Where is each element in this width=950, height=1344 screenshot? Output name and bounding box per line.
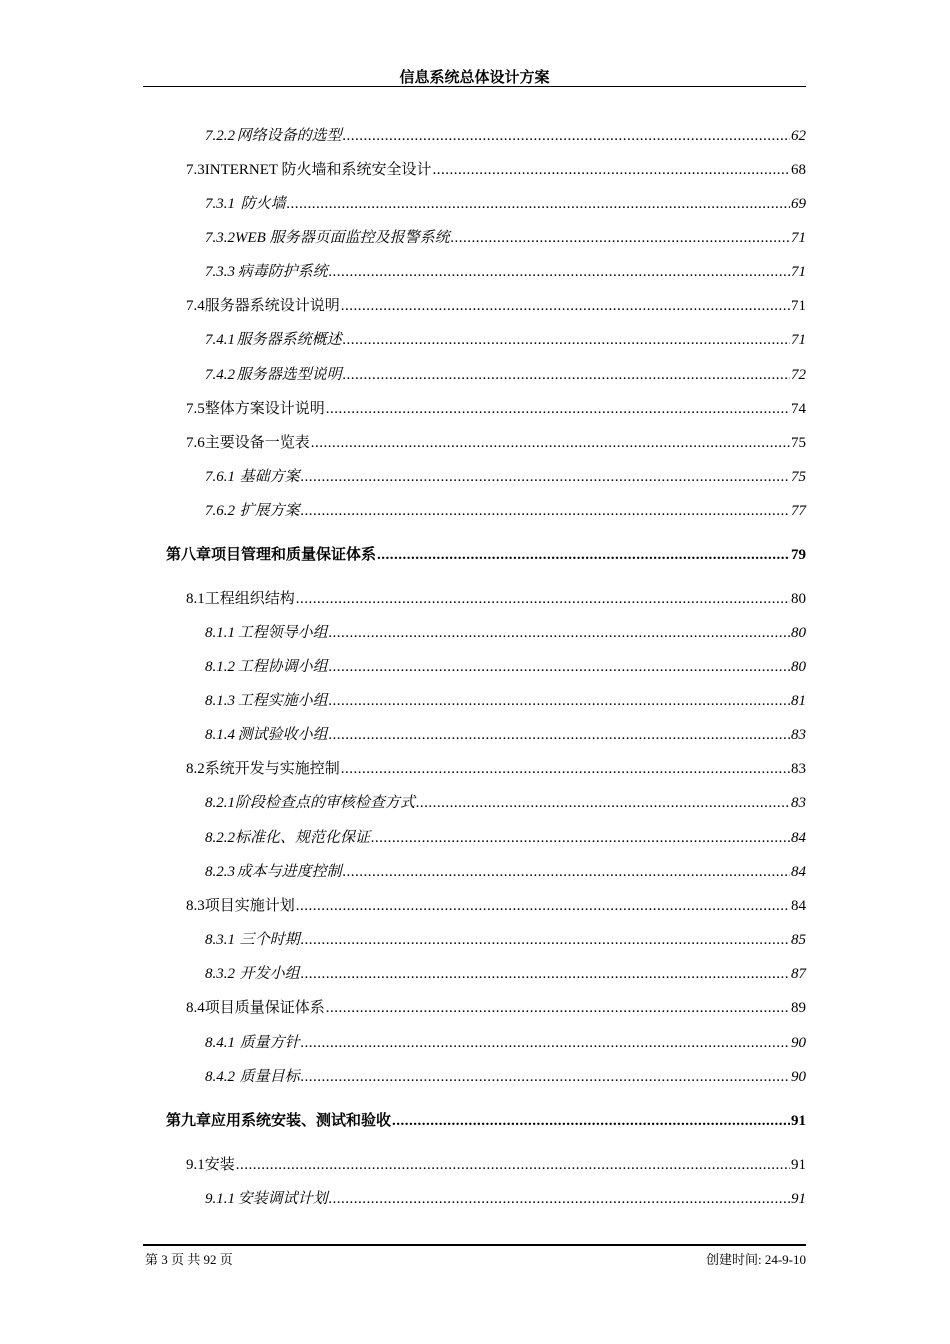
toc-page-number: 71 (791, 230, 806, 246)
toc-title: 系统开发与实施控制 (204, 761, 340, 777)
toc-entry[interactable] (205, 228, 806, 248)
toc-entry[interactable] (205, 930, 806, 950)
page-indicator: 第 3 页 共 92 页 (145, 1252, 233, 1267)
toc-title: 工程实施小组 (237, 693, 328, 709)
toc-page-number: 87 (791, 966, 806, 982)
toc-number: 8.4 (186, 1000, 205, 1016)
toc-page-number: 80 (791, 591, 806, 607)
toc-number: 7.5 (186, 401, 205, 417)
dot-leader (326, 998, 790, 1018)
creation-date: 创建时间: 24-9-10 (705, 1252, 806, 1267)
toc-page-number: 84 (791, 898, 806, 914)
toc-page-number: 90 (791, 1069, 806, 1085)
toc-number: 9.1.1 (205, 1191, 235, 1207)
dot-leader (301, 1067, 790, 1087)
dot-leader (371, 828, 790, 848)
toc-number: 7.3.3 (205, 264, 235, 280)
toc-title: 测试验收小组 (237, 727, 328, 743)
dot-leader (329, 1189, 790, 1209)
toc-title: 项目实施计划 (204, 898, 295, 914)
toc-title: 基础方案 (239, 469, 300, 485)
toc-title: 安装 (204, 1157, 235, 1173)
toc-title: 防火墙 (240, 196, 286, 212)
dot-leader (236, 1155, 790, 1175)
toc-page-number: 91 (791, 1113, 806, 1129)
toc-number: 7.6 (186, 435, 205, 451)
toc-title: 质量方针 (239, 1035, 300, 1051)
toc-title: 服务器系统概述 (236, 332, 342, 348)
dot-leader (301, 467, 790, 487)
toc-entry[interactable] (186, 589, 806, 609)
toc-page-number: 80 (791, 625, 806, 641)
toc-number: 8.2.2 (205, 830, 235, 846)
toc-entry[interactable] (205, 126, 806, 146)
dot-leader (296, 896, 790, 916)
toc-page-number: 71 (791, 332, 806, 348)
toc-page-number: 90 (791, 1035, 806, 1051)
toc-entry[interactable] (205, 1033, 806, 1053)
toc-entry[interactable] (186, 160, 806, 180)
toc-page-number: 91 (791, 1191, 806, 1207)
toc-page-number: 62 (791, 128, 806, 144)
toc-title: 阶段检查点的审核检查方式 (235, 795, 416, 811)
dot-leader (392, 1111, 790, 1131)
toc-title: 安装调试计划 (237, 1191, 328, 1207)
toc-chapter-number: 第八章 (166, 547, 212, 563)
toc-entry[interactable] (205, 623, 806, 643)
toc-entry[interactable] (186, 759, 806, 779)
toc-number: 8.1.4 (205, 727, 235, 743)
dot-leader (329, 623, 790, 643)
toc-chapter-title: 应用系统安装、测试和验收 (211, 1113, 392, 1129)
dot-leader (287, 194, 790, 214)
toc-chapter-number: 第九章 (166, 1113, 212, 1129)
toc-page-number: 83 (791, 727, 806, 743)
toc-page-number: 71 (791, 264, 806, 280)
toc-title: WEB 服务器页面监控及报警系统 (235, 230, 450, 246)
dot-leader (343, 330, 790, 350)
dot-leader (301, 964, 790, 984)
toc-entry[interactable] (186, 399, 806, 419)
dot-leader (341, 296, 790, 316)
toc-entry[interactable] (205, 691, 806, 711)
toc-page-number: 84 (791, 830, 806, 846)
toc-page-number: 77 (791, 503, 806, 519)
toc-chapter-entry[interactable] (166, 1111, 806, 1131)
toc-page-number: 80 (791, 659, 806, 675)
toc-entry[interactable] (186, 296, 806, 316)
toc-title: 工程协调小组 (237, 659, 328, 675)
toc-title: 工程领导小组 (237, 625, 328, 641)
toc-number: 7.3 (186, 162, 205, 178)
toc-number: 8.1.1 (205, 625, 235, 641)
footer-divider (143, 1244, 806, 1246)
toc-page-number: 75 (791, 469, 806, 485)
toc-number: 7.6.1 (205, 469, 235, 485)
dot-leader (301, 501, 790, 521)
toc-page-number: 68 (791, 162, 806, 178)
toc-entry[interactable] (205, 862, 806, 882)
toc-title: 病毒防护系统 (237, 264, 328, 280)
toc-entry[interactable] (205, 467, 806, 487)
toc-entry[interactable] (205, 194, 806, 214)
dot-leader (377, 545, 790, 565)
toc-entry[interactable] (186, 1155, 806, 1175)
toc-entry[interactable] (186, 433, 806, 453)
toc-number: 8.4.1 (205, 1035, 235, 1051)
toc-number: 8.3.2 (205, 966, 235, 982)
dot-leader (343, 126, 790, 146)
document-header-title: 信息系统总体设计方案 (399, 69, 550, 86)
toc-entry[interactable] (205, 964, 806, 984)
toc-title: 主要设备一览表 (204, 435, 310, 451)
toc-number: 8.1.3 (205, 693, 235, 709)
dot-leader (301, 930, 790, 950)
toc-page-number: 85 (791, 932, 806, 948)
toc-title: 扩展方案 (239, 503, 300, 519)
toc-entry[interactable] (205, 828, 806, 848)
toc-title: 开发小组 (239, 966, 300, 982)
toc-entry[interactable] (205, 330, 806, 350)
toc-title: 网络设备的选型 (236, 128, 342, 144)
dot-leader (301, 1033, 790, 1053)
toc-number: 8.1 (186, 591, 205, 607)
dot-leader (343, 365, 790, 385)
toc-entry[interactable] (205, 262, 806, 282)
toc-entry[interactable] (186, 998, 806, 1018)
toc-title: 质量目标 (239, 1069, 300, 1085)
toc-page-number: 72 (791, 367, 806, 383)
toc-number: 7.3.2 (205, 230, 235, 246)
toc-number: 7.2.2 (205, 128, 235, 144)
dot-leader (329, 691, 790, 711)
toc-number: 8.2.3 (205, 864, 235, 880)
dot-leader (311, 433, 790, 453)
toc-entry[interactable] (205, 1189, 806, 1209)
toc-title: 项目质量保证体系 (204, 1000, 325, 1016)
toc-entry[interactable] (205, 501, 806, 521)
toc-entry[interactable] (205, 1067, 806, 1087)
toc-number: 8.3.1 (205, 932, 235, 948)
toc-page-number: 69 (791, 196, 806, 212)
dot-leader (296, 589, 790, 609)
toc-page-number: 83 (791, 795, 806, 811)
toc-title: 服务器选型说明 (236, 367, 342, 383)
toc-number: 8.4.2 (205, 1069, 235, 1085)
toc-entry[interactable] (205, 657, 806, 677)
toc-page-number: 74 (791, 401, 806, 417)
toc-title: INTERNET 防火墙和系统安全设计 (204, 162, 432, 178)
dot-leader (451, 228, 790, 248)
toc-page-number: 91 (791, 1157, 806, 1173)
toc-number: 8.3 (186, 898, 205, 914)
toc-entry[interactable] (205, 365, 806, 385)
toc-number: 8.1.2 (205, 659, 235, 675)
toc-entry[interactable] (186, 896, 806, 916)
toc-page-number: 71 (791, 298, 806, 314)
toc-title: 工程组织结构 (204, 591, 295, 607)
toc-page-number: 89 (791, 1000, 806, 1016)
toc-number: 8.2.1 (205, 795, 235, 811)
toc-title: 成本与进度控制 (236, 864, 342, 880)
dot-leader (329, 262, 790, 282)
toc-number: 8.2 (186, 761, 205, 777)
dot-leader (329, 657, 790, 677)
toc-entry[interactable] (205, 793, 806, 813)
toc-title: 标准化、规范化保证 (235, 830, 371, 846)
toc-number: 7.4.2 (205, 367, 235, 383)
toc-number: 7.6.2 (205, 503, 235, 519)
dot-leader (433, 160, 790, 180)
toc-title: 三个时期 (239, 932, 300, 948)
dot-leader (341, 759, 790, 779)
toc-chapter-title: 项目管理和质量保证体系 (211, 547, 377, 563)
dot-leader (326, 399, 790, 419)
toc-number: 7.4.1 (205, 332, 235, 348)
toc-number: 9.1 (186, 1157, 205, 1173)
dot-leader (416, 793, 790, 813)
toc-title: 整体方案设计说明 (204, 401, 325, 417)
toc-title: 服务器系统设计说明 (204, 298, 340, 314)
dot-leader (329, 725, 790, 745)
toc-page-number: 84 (791, 864, 806, 880)
toc-number: 7.4 (186, 298, 205, 314)
toc-number: 7.3.1 (205, 196, 235, 212)
toc-entry[interactable] (205, 725, 806, 745)
toc-page-number: 79 (791, 547, 806, 563)
toc-chapter-entry[interactable] (166, 545, 806, 565)
toc-page-number: 83 (791, 761, 806, 777)
toc-page-number: 75 (791, 435, 806, 451)
toc-page-number: 81 (791, 693, 806, 709)
dot-leader (343, 862, 790, 882)
